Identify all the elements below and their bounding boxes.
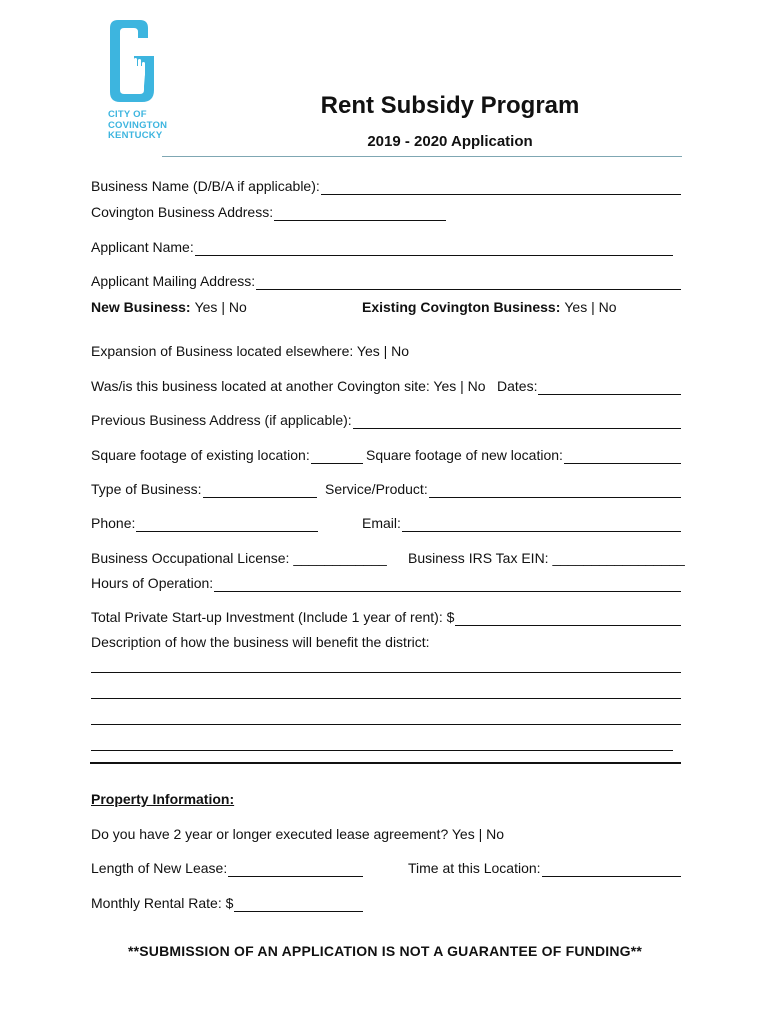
email-field[interactable] <box>402 515 681 532</box>
mailing-address-field[interactable] <box>256 273 681 290</box>
sqft-new-label: Square footage of new location: <box>366 447 563 463</box>
investment-label: Total Private Start-up Investment (Include 1 year of rent): $ <box>91 609 455 625</box>
dates-field[interactable] <box>538 378 681 395</box>
existing-business-row <box>362 298 682 316</box>
page-title: Rent Subsidy Program <box>320 92 580 119</box>
property-heading: Property Information: <box>91 791 235 807</box>
service-product-row <box>325 480 681 498</box>
hours-label: Hours of Operation: <box>91 575 214 591</box>
time-at-location-row <box>408 859 681 877</box>
new-business-row <box>91 298 371 316</box>
monthly-rent-field[interactable] <box>234 895 363 912</box>
phone-field[interactable] <box>136 515 318 532</box>
irs-ein-row <box>408 549 685 567</box>
hours-field[interactable] <box>214 575 681 592</box>
investment-row <box>91 608 681 626</box>
sqft-new-row <box>366 446 681 464</box>
service-product-field[interactable] <box>429 481 681 498</box>
description-line-3[interactable] <box>91 724 681 725</box>
applicant-name-row <box>91 238 673 256</box>
header-divider <box>162 156 682 157</box>
description-line-2[interactable] <box>91 698 681 699</box>
applicant-name-field[interactable] <box>195 239 673 256</box>
business-address-label: Covington Business Address: <box>91 204 274 220</box>
hours-row <box>91 574 681 592</box>
funding-notice: **SUBMISSION OF AN APPLICATION IS NOT A GUARANTEE OF FUNDING** <box>127 943 643 959</box>
business-type-row <box>91 480 317 498</box>
logo-text: CITY OF COVINGTON KENTUCKY <box>108 109 168 141</box>
description-label: Description of how the business will benefit the district: <box>91 634 430 650</box>
business-name-row <box>91 177 681 195</box>
expansion-row <box>91 342 681 360</box>
investment-field[interactable] <box>455 609 681 626</box>
sqft-existing-label: Square footage of existing location: <box>91 447 310 463</box>
business-name-field[interactable] <box>321 178 681 195</box>
phone-label: Phone: <box>91 515 136 531</box>
service-product-label: Service/Product: <box>325 481 428 497</box>
phone-row <box>91 514 318 532</box>
previous-address-label: Previous Business Address (if applicable): <box>91 412 352 428</box>
monthly-rent-row <box>91 894 363 912</box>
section-divider <box>90 762 681 764</box>
page-subtitle: 2019 - 2020 Application <box>367 133 533 150</box>
other-site-row <box>91 377 491 395</box>
email-label: Email: <box>362 515 401 531</box>
email-row <box>362 514 681 532</box>
business-address-row <box>91 203 446 221</box>
business-address-field[interactable] <box>274 204 446 221</box>
lease-length-row <box>91 859 363 877</box>
monthly-rent-label: Monthly Rental Rate: $ <box>91 895 234 911</box>
sqft-existing-row <box>91 446 363 464</box>
mailing-address-row <box>91 272 681 290</box>
expansion-question[interactable]: Expansion of Business located elsewhere: Yes | No <box>91 343 410 359</box>
description-line-1[interactable] <box>91 672 681 673</box>
time-at-location-field[interactable] <box>542 860 681 877</box>
mailing-address-label: Applicant Mailing Address: <box>91 273 256 289</box>
lease-length-label: Length of New Lease: <box>91 860 228 876</box>
sqft-new-field[interactable] <box>564 447 681 464</box>
time-at-location-label: Time at this Location: <box>408 860 541 876</box>
applicant-name-label: Applicant Name: <box>91 239 194 255</box>
sqft-existing-field[interactable] <box>311 447 363 464</box>
new-business-label: New Business: <box>91 299 191 315</box>
lease-question-row <box>91 825 681 843</box>
occupational-license-row <box>91 549 391 567</box>
dates-row <box>497 377 681 395</box>
previous-address-row <box>91 411 681 429</box>
occupational-license-field[interactable]: Business Occupational License: ____________ <box>91 550 387 566</box>
business-name-label: Business Name (D/B/A if applicable): <box>91 178 320 194</box>
previous-address-field[interactable] <box>353 412 681 429</box>
new-business-options[interactable]: Yes | No <box>194 299 247 315</box>
other-site-question[interactable]: Was/is this business located at another Covington site: Yes | No <box>91 378 486 394</box>
description-row <box>91 633 681 651</box>
existing-business-label: Existing Covington Business: <box>362 299 561 315</box>
business-type-field[interactable] <box>203 481 317 498</box>
dates-label: Dates: <box>497 378 538 394</box>
lease-question[interactable]: Do you have 2 year or longer executed lease agreement? Yes | No <box>91 826 505 842</box>
property-heading-row <box>91 790 391 808</box>
business-type-label: Type of Business: <box>91 481 202 497</box>
lease-length-field[interactable] <box>228 860 363 877</box>
description-line-4[interactable] <box>91 750 673 751</box>
irs-ein-field[interactable]: Business IRS Tax EIN: _________________ <box>408 550 685 566</box>
existing-business-options[interactable]: Yes | No <box>564 299 617 315</box>
